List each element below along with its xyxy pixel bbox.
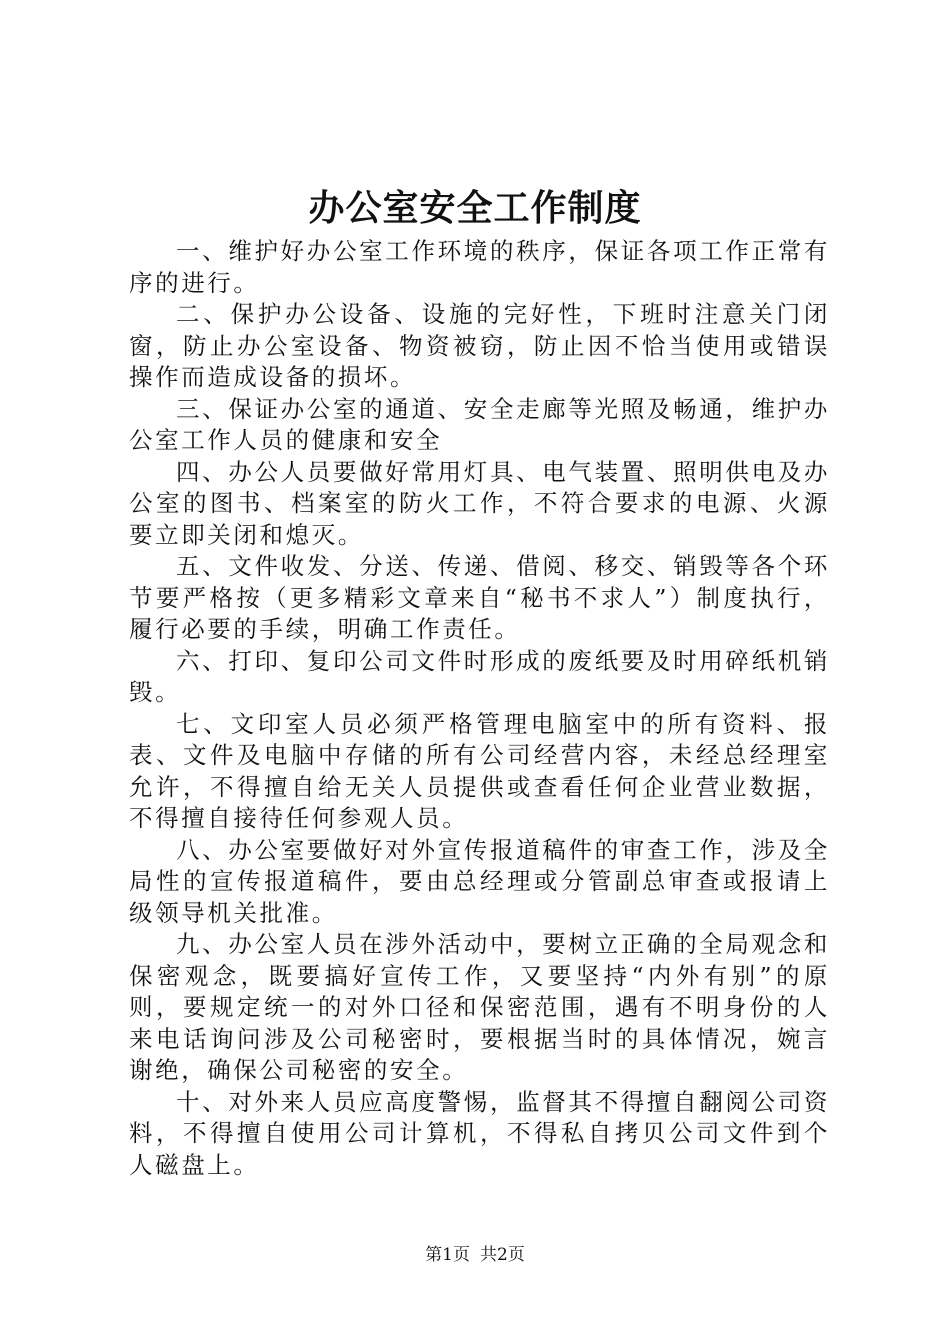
paragraph-5: 五、文件收发、分送、传递、借阅、移交、销毁等各个环节要严格按（更多精彩文章来自“秘书不求人”）制度执行，履行必要的手续，明确工作责任。: [129, 552, 830, 643]
page-number-current: 第1页: [425, 1245, 470, 1265]
paragraph-6: 六、打印、复印公司文件时形成的废纸要及时用碎纸机销毁。: [129, 646, 830, 706]
paragraph-7: 七、文印室人员必须严格管理电脑室中的所有资料、报表、文件及电脑中存储的所有公司经营内容，未经总经理室允许，不得擅自给无关人员提供或查看任何企业营业数据，不得擅自接待任何参观人员。: [129, 709, 830, 832]
document-title: 办公室安全工作制度: [308, 187, 642, 229]
paragraph-1: 一、维护好办公室工作环境的秩序，保证各项工作正常有序的进行。: [129, 237, 830, 297]
page-footer: [0, 1243, 950, 1267]
document-body: [129, 236, 830, 1181]
page-number-total: 共2页: [480, 1245, 525, 1265]
paragraph-3: 三、保证办公室的通道、安全走廊等光照及畅通，维护办公室工作人员的健康和安全: [129, 394, 830, 454]
paragraph-9: 九、办公室人员在涉外活动中，要树立正确的全局观念和保密观念，既要搞好宣传工作，又要坚持“内外有别”的原则，要规定统一的对外口径和保密范围，遇有不明身份的人来电话询问涉及公司秘密时，要根据当时的具体情况，婉言谢绝，确保公司秘密的安全。: [129, 930, 830, 1084]
paragraph-2: 二、保护办公设备、设施的完好性，下班时注意关门闭窗，防止办公室设备、物资被窃，防止因不恰当使用或错误操作而造成设备的损坏。: [129, 300, 830, 391]
paragraph-4: 四、办公人员要做好常用灯具、电气装置、照明供电及办公室的图书、档案室的防火工作，不符合要求的电源、火源要立即关闭和熄灭。: [129, 457, 830, 549]
paragraph-10: 十、对外来人员应高度警惕，监督其不得擅自翻阅公司资料，不得擅自使用公司计算机，不得私自拷贝公司文件到个人磁盘上。: [129, 1087, 830, 1179]
paragraph-8: 八、办公室要做好对外宣传报道稿件的审查工作，涉及全局性的宣传报道稿件，要由总经理或分管副总审查或报请上级领导机关批准。: [129, 835, 830, 927]
